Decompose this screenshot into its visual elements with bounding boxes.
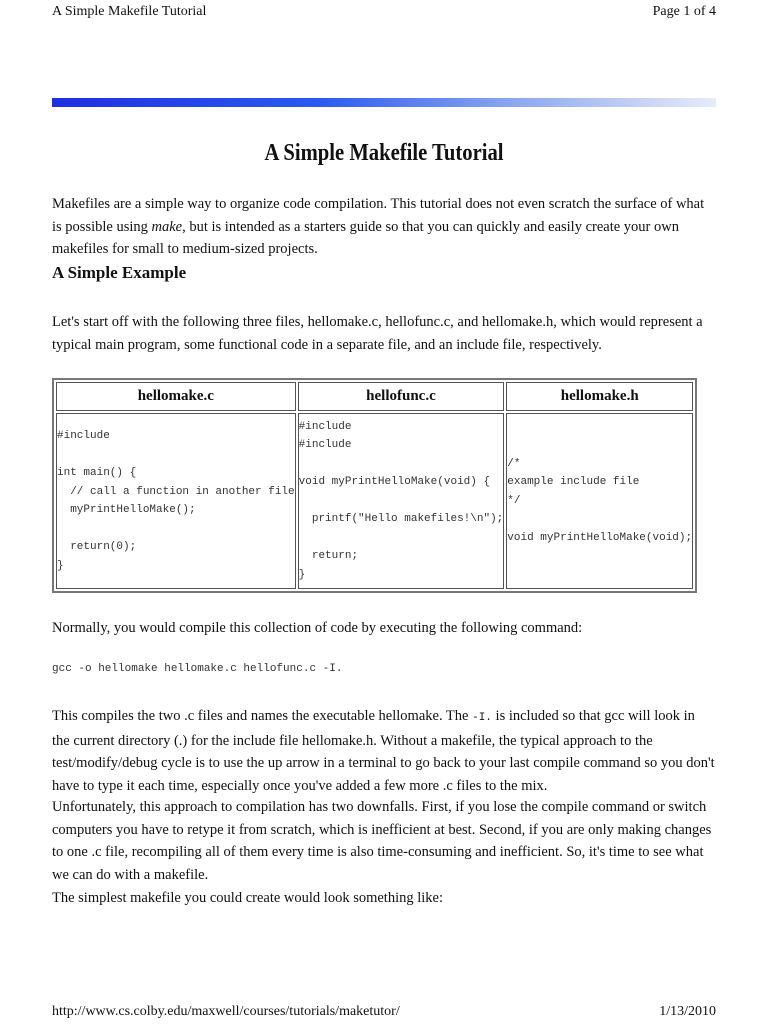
code-hellomake-c: #include int main() { // call a function in another file myPrintHelloMake(); return(0); } (57, 430, 295, 572)
print-header-page-number: Page 1 of 4 (652, 4, 716, 19)
intro-text-start: Makefiles are a simple way to organize code compilation. This tutorial does not even scratch the surface of what is possible using (52, 196, 705, 235)
compiles-paragraph (52, 705, 716, 797)
intro-paragraph (52, 193, 716, 261)
code-hellomake-h: /* example include file */ void myPrintHelloMake(void); (507, 457, 693, 544)
compiles-text-start: This compiles the two .c files and names the executable hellomake. The (52, 708, 473, 724)
source-files-table (52, 378, 697, 593)
table-header-hellomake-c: hellomake.c (56, 382, 296, 411)
code-hellofunc-c: #include #include void myPrintHelloMake(void) { printf("Hello makefiles!\n"); return; } (298, 420, 504, 581)
page-title: A Simple Makefile Tutorial (264, 140, 504, 166)
table-header-row (56, 382, 693, 411)
section-heading-simple-example: A Simple Example (52, 263, 187, 282)
code-cell-hellomake-h (506, 413, 693, 589)
files-paragraph: Let's start off with the following three files, hellomake.c, hellofunc.c, and hellomake.h, which would represent a typical main program, some functional code in a separate file, and an include file, respectively. (52, 314, 703, 353)
intro-make-emphasis: make (151, 218, 183, 235)
code-cell-hellomake-c (56, 413, 296, 589)
normally-paragraph: Normally, you would compile this collection of code by executing the following command: (52, 620, 583, 636)
code-cell-hellofunc-c (298, 413, 505, 589)
table-code-row (56, 413, 693, 589)
simplest-makefile-paragraph: The simplest makefile you could create would look something like: (52, 890, 444, 906)
intro-text-end: , but is intended as a starters guide so that you can quickly and easily create your own makefiles for small to medium-sized projects. (52, 218, 679, 257)
print-footer-date: 1/13/2010 (659, 1004, 716, 1019)
table-header-hellomake-h: hellomake.h (506, 382, 693, 411)
compiles-text-end: is included so that gcc will look in the current directory (.) for the include file hellomake.h. Without a makefile, the typical approach to the test/modify/debug cycle is to use the up arrow in a terminal to go back to your last compile command so you don't have to type it each time, especially once you've added a few more .c files to the mix. (52, 708, 715, 794)
print-footer-url: http://www.cs.colby.edu/maxwell/courses/tutorials/maketutor/ (52, 1004, 400, 1019)
print-header-title: A Simple Makefile Tutorial (52, 4, 207, 19)
include-flag-code: -I. (472, 712, 492, 724)
title-gradient-bar (52, 98, 716, 107)
downfalls-paragraph: Unfortunately, this approach to compilation has two downfalls. First, if you lose the compile command or switch computers you have to retype it from scratch, which is inefficient at best. Second, if you are only making changes to one .c file, recompiling all of them every time is also time-consuming and inefficient. So, it's time to see what we can do with a makefile. (52, 799, 712, 883)
table-header-hellofunc-c: hellofunc.c (298, 382, 505, 411)
compile-command: gcc -o hellomake hellomake.c hellofunc.c -I. (52, 663, 343, 675)
